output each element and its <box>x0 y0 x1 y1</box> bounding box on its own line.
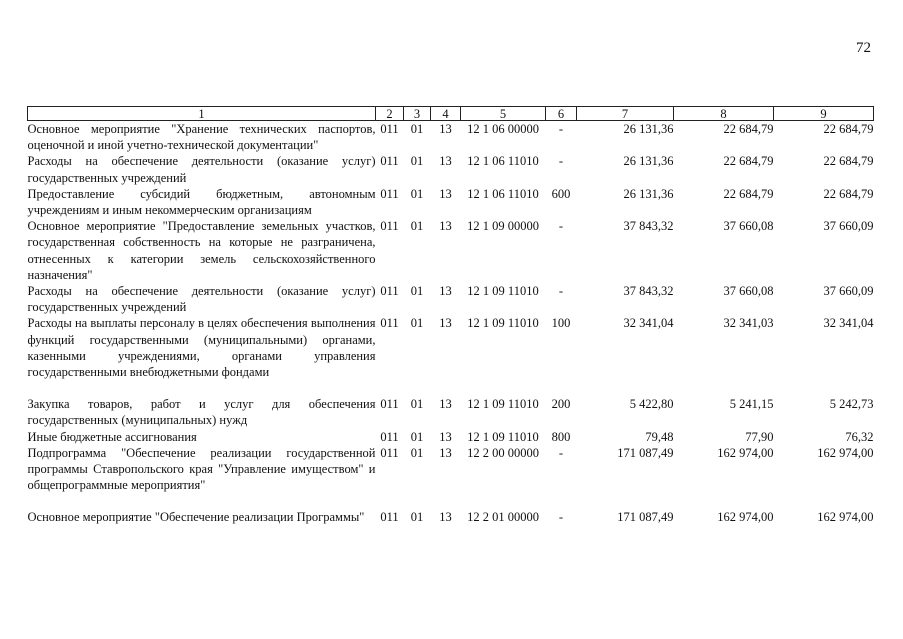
cell-expense-type: - <box>558 122 564 136</box>
cell-amount-7: 37 843,32 <box>623 284 674 299</box>
cell-amount-7: 37 843,32 <box>623 219 674 234</box>
cell-amount-9: 37 660,09 <box>823 284 874 299</box>
cell-amount-8: 37 660,08 <box>723 284 774 299</box>
column-header: 7 <box>577 107 674 121</box>
budget-table <box>27 106 874 526</box>
cell-ministry-code: 011 <box>380 284 399 299</box>
cell-amount-7: 32 341,04 <box>623 316 674 331</box>
cell-amount-8: 37 660,08 <box>723 219 774 234</box>
cell-amount-9: 22 684,79 <box>823 122 874 136</box>
row-name: Закупка товаров, работ и услуг для обеспечения государственных (муниципальных) нужд <box>27 397 376 428</box>
cell-section: 01 <box>410 510 424 525</box>
cell-amount-9: 22 684,79 <box>823 186 874 201</box>
cell-target-article: 12 2 00 00000 <box>467 445 539 460</box>
cell-amount-9: 162 974,00 <box>817 445 874 460</box>
cell-section: 01 <box>410 429 424 444</box>
cell-amount-9: 76,32 <box>845 429 874 444</box>
cell-expense-type: - <box>558 510 564 525</box>
cell-target-article: 12 1 06 11010 <box>467 154 539 169</box>
cell-section: 01 <box>410 219 424 234</box>
cell-section: 01 <box>410 445 424 460</box>
row-name: Расходы на обеспечение деятельности (оказание услуг) государственных учреждений <box>27 154 376 185</box>
column-header: 9 <box>774 107 874 121</box>
table-row <box>28 218 874 283</box>
cell-ministry-code: 011 <box>380 154 399 169</box>
cell-subsection: 13 <box>439 510 452 525</box>
column-header: 4 <box>431 107 461 121</box>
cell-ministry-code: 011 <box>380 397 399 412</box>
cell-ministry-code: 011 <box>380 316 399 331</box>
table-row <box>28 186 874 218</box>
page-number: 72 <box>856 40 871 56</box>
cell-amount-9: 32 341,04 <box>823 316 874 331</box>
cell-subsection: 13 <box>439 154 452 169</box>
cell-expense-type: - <box>558 445 564 460</box>
table-row <box>28 315 874 380</box>
cell-amount-8: 162 974,00 <box>717 445 774 460</box>
table-row <box>28 121 874 154</box>
cell-amount-9: 37 660,09 <box>823 219 874 234</box>
cell-expense-type: 800 <box>551 429 571 444</box>
blank-row <box>28 380 874 396</box>
cell-expense-type: - <box>558 284 564 299</box>
cell-amount-7: 79,48 <box>645 429 674 444</box>
column-header: 8 <box>674 107 774 121</box>
table-row <box>28 509 874 525</box>
cell-subsection: 13 <box>439 122 452 136</box>
cell-amount-7: 171 087,49 <box>617 510 674 525</box>
cell-ministry-code: 011 <box>380 186 399 201</box>
cell-amount-7: 26 131,36 <box>623 186 674 201</box>
cell-subsection: 13 <box>439 219 452 234</box>
row-name: Основное мероприятие "Хранение технических паспортов, оценочной и иной учетно-технической документации" <box>27 122 376 153</box>
cell-section: 01 <box>410 284 424 299</box>
cell-subsection: 13 <box>439 429 452 444</box>
table-row <box>28 153 874 185</box>
cell-amount-8: 162 974,00 <box>717 510 774 525</box>
cell-section: 01 <box>410 397 424 412</box>
row-name: Расходы на обеспечение деятельности (оказание услуг) государственных учреждений <box>27 284 376 315</box>
row-name: Предоставление субсидий бюджетным, автономным учреждениям и иным некоммерческим организациям <box>27 186 376 218</box>
cell-amount-8: 22 684,79 <box>723 122 774 136</box>
cell-amount-8: 32 341,03 <box>723 316 774 331</box>
cell-target-article: 12 1 09 11010 <box>467 316 539 331</box>
table-row <box>28 429 874 445</box>
cell-ministry-code: 011 <box>380 429 399 444</box>
cell-ministry-code: 011 <box>380 122 399 136</box>
blank-cell <box>28 380 874 396</box>
column-header: 2 <box>376 107 404 121</box>
cell-expense-type: - <box>558 219 564 234</box>
cell-section: 01 <box>410 122 424 136</box>
cell-amount-8: 77,90 <box>745 429 774 444</box>
blank-cell <box>28 493 874 509</box>
cell-amount-8: 22 684,79 <box>723 186 774 201</box>
cell-ministry-code: 011 <box>380 510 399 525</box>
row-name: Расходы на выплаты персоналу в целях обеспечения выполнения функций государственными (муниципальными) органами, казенными учреждениями, органами управления государственными внебюджетными фондами <box>27 316 376 380</box>
cell-amount-8: 5 241,15 <box>729 397 774 412</box>
cell-expense-type: - <box>558 154 564 169</box>
row-name: Основное мероприятие "Предоставление земельных участков, государственная собственность на которые не разграничена, отнесенных к категории земель сельскохозяйственного назначения" <box>27 219 376 282</box>
cell-ministry-code: 011 <box>380 445 399 460</box>
cell-target-article: 12 1 09 11010 <box>467 397 539 412</box>
cell-target-article: 12 2 01 00000 <box>467 510 539 525</box>
cell-section: 01 <box>410 316 424 331</box>
column-header: 5 <box>461 107 546 121</box>
cell-subsection: 13 <box>439 316 452 331</box>
table-row <box>28 283 874 315</box>
table-row <box>28 396 874 428</box>
cell-subsection: 13 <box>439 186 452 201</box>
cell-subsection: 13 <box>439 397 452 412</box>
cell-section: 01 <box>410 154 424 169</box>
cell-expense-type: 200 <box>551 397 571 412</box>
row-name: Иные бюджетные ассигнования <box>27 429 197 444</box>
table-header-row <box>28 107 874 121</box>
cell-amount-9: 22 684,79 <box>823 154 874 169</box>
row-name: Основное мероприятие "Обеспечение реализации Программы" <box>27 510 365 525</box>
cell-amount-7: 5 422,80 <box>629 397 674 412</box>
column-header: 1 <box>28 107 376 121</box>
cell-amount-7: 26 131,36 <box>623 154 674 169</box>
row-name: Подпрограмма "Обеспечение реализации государственной программы Ставропольского края "Управление имуществом" и общепрограммные мероприятия" <box>27 445 376 493</box>
cell-target-article: 12 1 09 00000 <box>467 219 539 234</box>
cell-subsection: 13 <box>439 284 452 299</box>
cell-amount-8: 22 684,79 <box>723 154 774 169</box>
cell-expense-type: 600 <box>551 186 571 201</box>
column-header: 3 <box>404 107 431 121</box>
cell-amount-7: 171 087,49 <box>617 445 674 460</box>
cell-target-article: 12 1 06 00000 <box>467 122 539 136</box>
cell-target-article: 12 1 06 11010 <box>467 186 539 201</box>
cell-amount-7: 26 131,36 <box>623 122 674 136</box>
table-row <box>28 445 874 494</box>
cell-amount-9: 5 242,73 <box>829 397 874 412</box>
blank-row <box>28 493 874 509</box>
cell-section: 01 <box>410 186 424 201</box>
cell-target-article: 12 1 09 11010 <box>467 284 539 299</box>
column-header: 6 <box>546 107 577 121</box>
cell-expense-type: 100 <box>551 316 571 331</box>
cell-amount-9: 162 974,00 <box>817 510 874 525</box>
cell-ministry-code: 011 <box>380 219 399 234</box>
cell-subsection: 13 <box>439 445 452 460</box>
cell-target-article: 12 1 09 11010 <box>467 429 539 444</box>
